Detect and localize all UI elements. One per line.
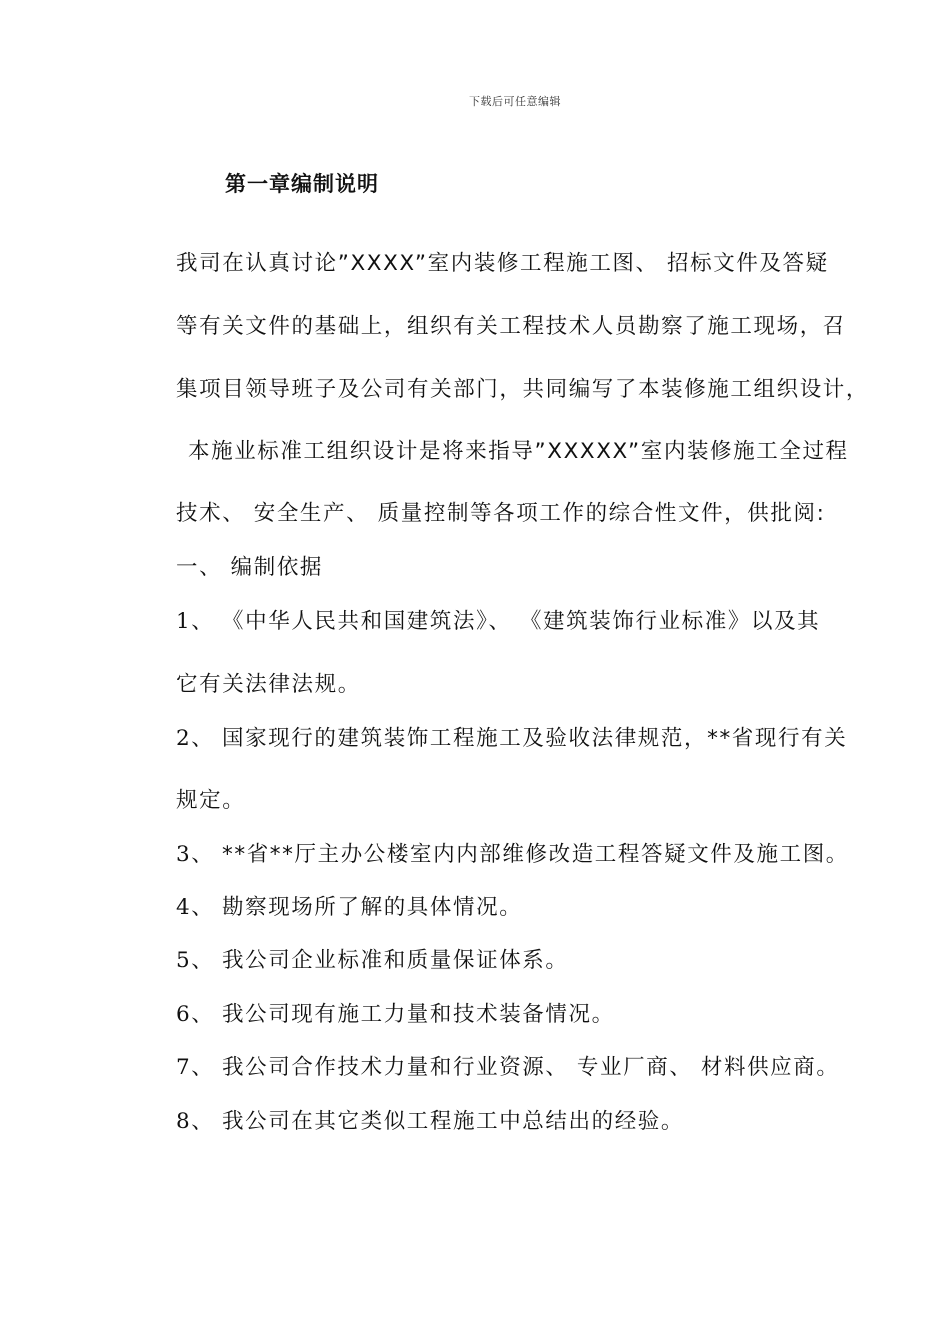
header-note: 下载后可任意编辑 (469, 95, 561, 108)
list-item-continuation: 它有关法律法规。 (176, 672, 361, 697)
list-item (176, 997, 615, 1028)
list-item (176, 1050, 839, 1081)
list-text: 我公司现有施工力量和技术装备情况。 (222, 1002, 615, 1027)
intro-line: 我司在认真讨论”XXXX”室内装修工程施工图、 招标文件及答疑 (176, 251, 829, 276)
list-item (176, 837, 849, 868)
list-item-continuation: 规定。 (176, 788, 246, 813)
list-item (176, 943, 569, 974)
list-number: 4、 (176, 895, 215, 920)
intro-line: 技术、 安全生产、 质量控制等各项工作的综合性文件，供批阅: (176, 501, 826, 526)
list-number: 1、 (176, 609, 215, 634)
list-text: 我公司在其它类似工程施工中总结出的经验。 (222, 1109, 685, 1134)
intro-line: 集项目领导班子及公司有关部门，共同编写了本装修施工组织设计， (176, 377, 870, 402)
list-number: 2、 (176, 726, 215, 751)
section-heading: 一、 编制依据 (176, 555, 324, 580)
list-text: **省**厅主办公楼室内内部维修改造工程答疑文件及施工图。 (222, 842, 849, 867)
list-item (176, 721, 847, 752)
intro-line: 本施业标准工组织设计是将来指导”XXXXX”室内装修施工全过程 (188, 439, 849, 464)
list-text: 勘察现场所了解的具体情况。 (222, 895, 523, 920)
list-text: 《中华人民共和国建筑法》、 《建筑装饰行业标准》以及其 (222, 609, 821, 634)
list-text: 我公司企业标准和质量保证体系。 (222, 948, 569, 973)
list-item (176, 890, 522, 921)
intro-line: 等有关文件的基础上，组织有关工程技术人员勘察了施工现场，召 (176, 314, 846, 339)
list-text: 我公司合作技术力量和行业资源、 专业厂商、 材料供应商。 (222, 1055, 840, 1080)
list-item (176, 604, 820, 635)
list-number: 3、 (176, 842, 215, 867)
list-text: 国家现行的建筑装饰工程施工及验收法律规范，**省现行有关 (222, 726, 848, 751)
list-number: 7、 (176, 1055, 215, 1080)
list-number: 6、 (176, 1002, 215, 1027)
list-item (176, 1104, 684, 1135)
chapter-title: 第一章编制说明 (225, 172, 379, 196)
list-number: 5、 (176, 948, 215, 973)
list-number: 8、 (176, 1109, 215, 1134)
